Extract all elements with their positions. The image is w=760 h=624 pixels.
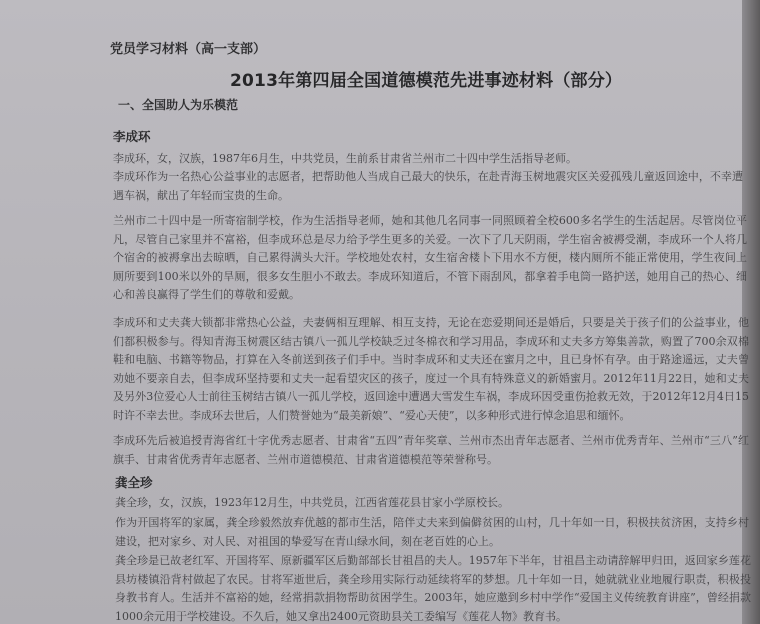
person-1-paragraph-5: 李成环先后被追授青海省红十字优秀志愿者、甘肃省“五四”青年奖章、兰州市杰出青年志愿者、兰州市优秀青年、兰州市“三八”红旗手、甘肃省优秀青年志愿者、兰州市道德模范、甘肃省道德模范等荣誉称号。 (113, 434, 749, 466)
person-2-paragraph-2: 作为开国将军的家属，龚全珍毅然放弃优越的都市生活，陪伴丈夫来到偏僻贫困的山村，几十年如一日，积极扶贫济困，支持乡村建设，把对家乡、对人民、对祖国的挚爱写在青山绿水间，刻在老百姓的心上。 (115, 516, 749, 548)
person-1-paragraph-3: 兰州市二十四中是一所寄宿制学校，作为生活指导老师，她和其他几名同事一同照顾着全校600多名学生的生活起居。尽管岗位平凡，尽管自己家里并不富裕，但李成环总是尽力给予学生更多的关爱。一次下了几天阴雨，学生宿舍被褥受潮，李成环一个人将几个宿舍的被褥拿出去晾晒，自己累得满头大汗。学校地处农村，女生宿舍楼卜下用水不方便，楼内厕所不能正常使用，学生夜间上厕所要到100米以外的旱厕，很多女生胆小不敢去。李成环知道后，不管下雨刮风，都拿着手电筒一路护送，她用自己的热心、细心和善良赢得了学生们的尊敬和爱戴。 (113, 214, 747, 302)
person-1-intro: 李成环，女，汉族，1987年6月生，中共党员，生前系甘肃省兰州市二十四中学生活指导老师。 (113, 152, 577, 165)
section-heading: 一、全国助人为乐模范 (118, 98, 239, 112)
person-1-paragraph-2: 李成环作为一名热心公益事业的志愿者，把帮助他人当成自己最大的快乐，在赴青海玉树地震灾区关爱孤残儿童返回途中，不幸遭遇车祸，献出了年轻而宝贵的生命。 (113, 170, 743, 202)
person-name-li: 李成环 (113, 129, 151, 144)
document-title: 2013年第四届全国道德模范先进事迹材料（部分） (230, 71, 623, 91)
document-header: 党员学习材料（高一支部） (110, 42, 267, 57)
person-2-paragraph-3: 龚全珍是已故老红军、开国将军、原新疆军区后勤部部长甘祖昌的夫人。1957年下半年，甘祖昌主动请辞解甲归田，返回家乡莲花县坊楼镇沿背村做起了农民。甘将军逝世后，龚全珍用实际行动延续将军的梦想。几十年如一日，她就就业业地履行职责，积极投身教书育人。生活并不富裕的她，经常捐款捐物帮助贫困学生。2003年，她应邀到乡村中学作“爱国主义传统教育讲座”，曾经捐款1000余元用于学校建设。不久后，她又拿出2400元资助县关工委编写《莲花人物》教育书。 (115, 554, 751, 623)
person-1-paragraph-4: 李成环和丈夫龚大锁都非常热心公益，夫妻俩相互理解、相互支持，无论在恋爱期间还是婚后，只要是关于孩子们的公益事业，他们都积极参与。得知青海玉树震区结古镇八一孤儿学校缺乏过冬棉衣和学习用品，李成环和丈夫多方筹集善款，购置了700余双棉鞋和电脑、书籍等物品，打算在入冬前送到孩子们手中。当时李成环和丈夫还在蜜月之中，且已身怀有孕。由于路途遥远，丈夫曾劝她不要亲自去，但李成环坚持要和丈夫一起看望灾区的孩子，度过一个具有特殊意义的新婚蜜月。2012年11月22日，她和丈夫及另外3位爱心人士前往玉树结古镇八一孤儿学校，返回途中遭遇大雪发生车祸，李成环因受重伤抢救无效，于2012年12月4日15时许不幸去世。李成环去世后，人们赞誉她为“最美新娘”、“爱心天使”，以多种形式进行悼念追思和缅怀。 (113, 316, 749, 422)
person-name-gong: 龚全珍 (115, 475, 153, 490)
person-2-intro: 龚全珍，女，汉族，1923年12月生，中共党员，江西省莲花县甘家小学原校长。 (115, 496, 509, 509)
